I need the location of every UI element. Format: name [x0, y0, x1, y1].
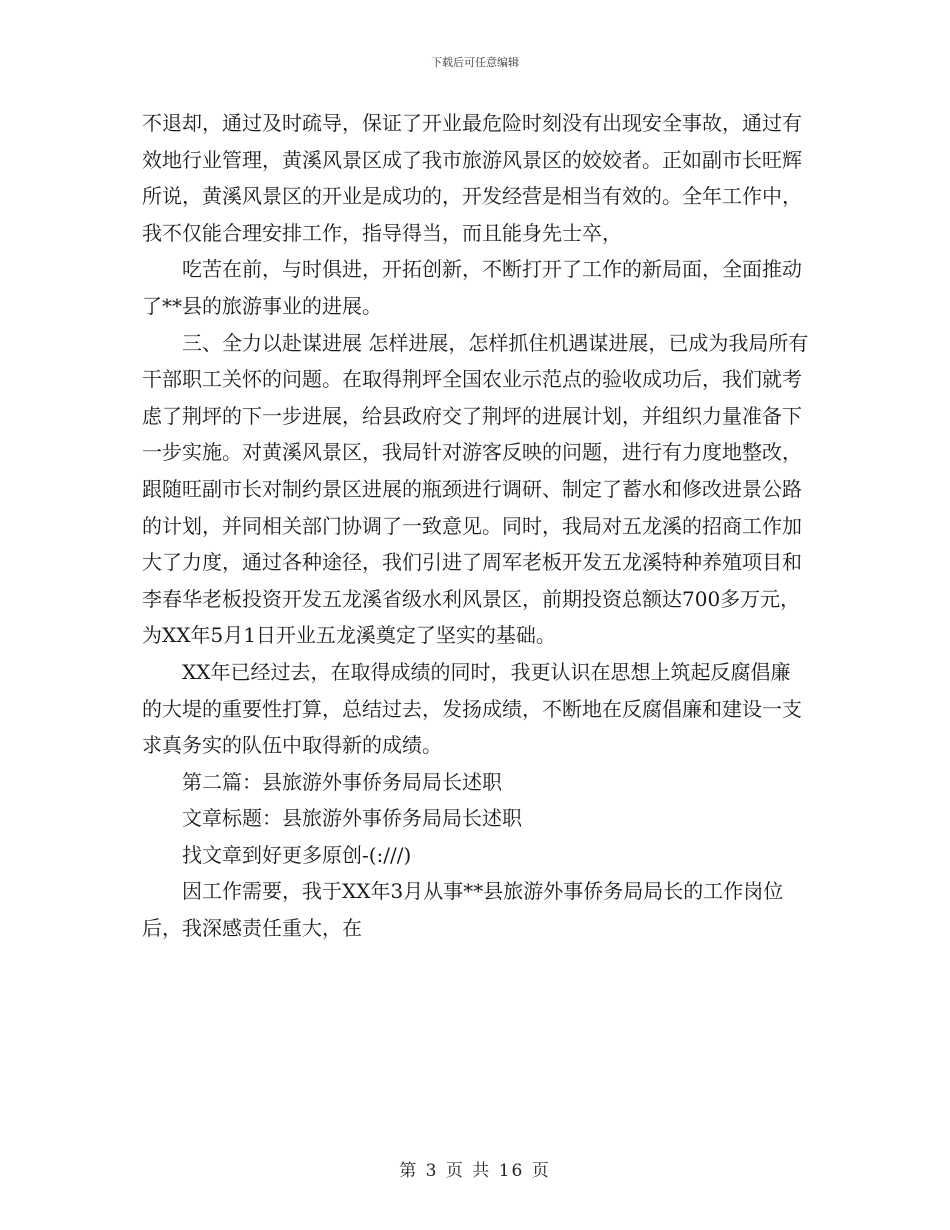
section-heading: 第二篇：县旅游外事侨务局局长述职	[182, 769, 502, 794]
source-line: 找文章到好更多原创-(:///)	[182, 842, 412, 867]
paragraph: 吃苦在前，与时俱进，开拓创新，不断打开了工作的新局面，全面推动了**县的旅游事业的进展。	[142, 257, 802, 318]
page-header: 下载后可任意编辑	[431, 56, 519, 69]
paragraph: 不退却，通过及时疏导，保证了开业最危险时刻没有出现安全事故，通过有效地行业管理，黄溪风景区成了我市旅游风景区的姣姣者。正如副市长旺辉所说，黄溪风景区的开业是成功的，开发经营是相当有效的。全年工作中，我不仅能合理安排工作，指导得当，而且能身先士卒，	[142, 111, 802, 245]
paragraph: XX年已经过去，在取得成绩的同时，我更认识在思想上筑起反腐倡廉的大堤的重要性打算，总结过去，发扬成绩，不断地在反腐倡廉和建设一支求真务实的队伍中取得新的成绩。	[142, 659, 802, 758]
paragraph: 因工作需要，我于XX年3月从事**县旅游外事侨务局局长的工作岗位后，我深感责任重大，在	[142, 879, 784, 941]
article-title-line: 文章标题：县旅游外事侨务局局长述职	[182, 806, 522, 831]
paragraph: 三、全力以赴谋进展 怎样进展，怎样抓住机遇谋进展，已成为我局所有干部职工关怀的问题。在取得荆坪全国农业示范点的验收成功后，我们就考虑了荆坪的下一步进展，给县政府交了荆坪的进展计划，并组织力量准备下一步实施。对黄溪风景区，我局针对游客反映的问题，进行有力度地整改，跟随旺副市长对制约景区进展的瓶颈进行调研、制定了蓄水和修改进景公路的计划，并同相关部门协调了一致意见。同时，我局对五龙溪的招商工作加大了力度，通过各种途径，我们引进了周军老板开发五龙溪特种养殖项目和李春华老板投资开发五龙溪省级水利风景区，前期投资总额达700多万元，为XX年5月1日开业五龙溪奠定了坚实的基础。	[142, 330, 809, 648]
page-number: 第 3 页 共 16 页	[399, 1161, 551, 1181]
document-body	[142, 105, 810, 947]
